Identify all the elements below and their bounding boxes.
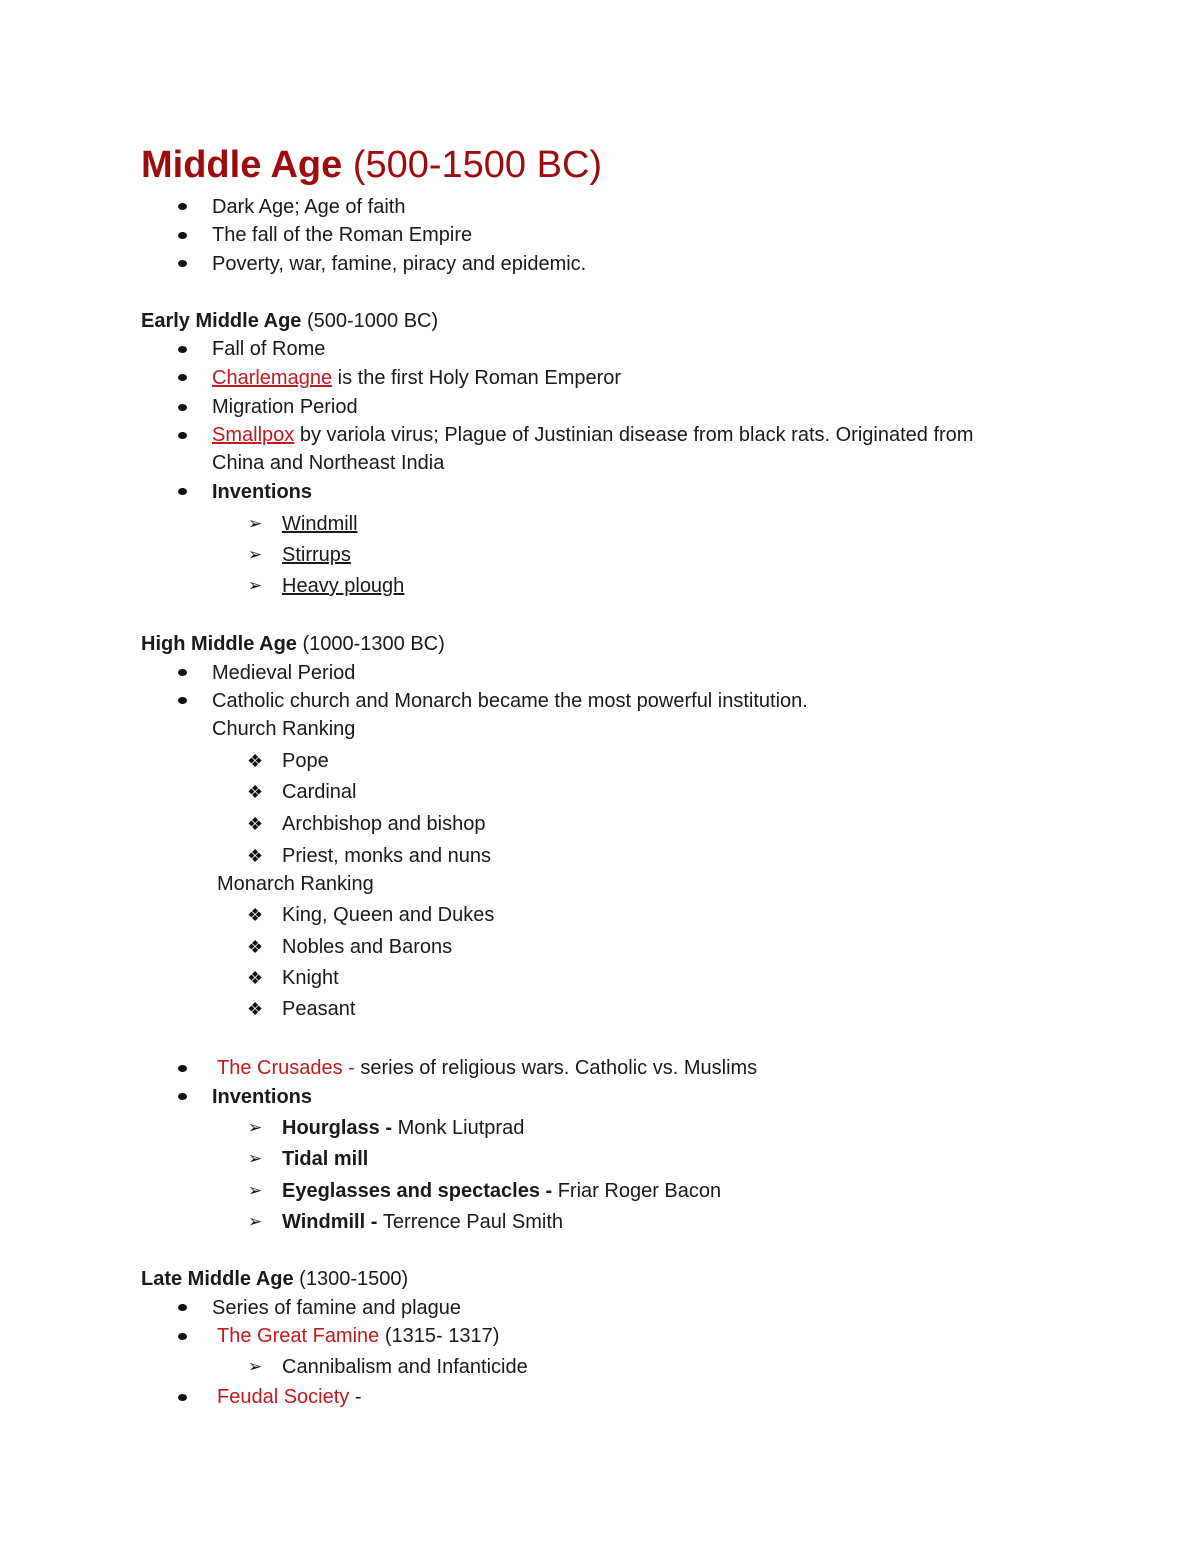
invention-item: Windmill — [282, 513, 358, 535]
bullet-icon — [178, 432, 187, 439]
bullet-icon — [178, 232, 187, 239]
arrow-bullet-icon: ➢ — [248, 576, 263, 595]
section-heading-high: High Middle Age (1000-1300 BC) — [141, 633, 445, 655]
page-title — [141, 142, 602, 188]
arrow-bullet-icon: ➢ — [248, 1181, 263, 1200]
title-range: (500-1500 BC) — [342, 144, 603, 186]
arrow-bullet-icon: ➢ — [248, 1357, 263, 1376]
list-item: Medieval Period — [212, 662, 356, 684]
diamond-bullet-icon: ❖ — [247, 937, 264, 957]
bullet-icon — [178, 1304, 187, 1311]
smallpox-link[interactable]: Smallpox — [212, 424, 295, 446]
invention-item: Eyeglasses and spectacles - Friar Roger Bacon — [282, 1180, 722, 1202]
inventions-label: Inventions — [212, 1086, 313, 1108]
diamond-bullet-icon: ❖ — [247, 968, 264, 988]
bullet-icon — [178, 346, 187, 353]
diamond-bullet-icon: ❖ — [247, 846, 264, 866]
charlemagne-link[interactable]: Charlemagne — [212, 367, 333, 389]
list-item: Fall of Rome — [212, 338, 326, 360]
invention-item: Tidal mill — [282, 1148, 369, 1170]
diamond-bullet-icon: ❖ — [247, 905, 264, 925]
bullet-icon — [178, 488, 187, 495]
list-item: Migration Period — [212, 396, 358, 418]
arrow-bullet-icon: ➢ — [248, 1212, 263, 1231]
list-item: Feudal Society - — [217, 1386, 362, 1408]
inventions-label: Inventions — [212, 481, 313, 503]
list-item: Poverty, war, famine, piracy and epidemic. — [212, 253, 587, 275]
monarch-ranking-label: Monarch Ranking — [217, 873, 374, 895]
invention-item: Hourglass - Monk Liutprad — [282, 1117, 525, 1139]
rank-item: Knight — [282, 967, 339, 989]
bullet-icon — [178, 669, 187, 676]
bullet-icon — [178, 1394, 187, 1401]
arrow-bullet-icon: ➢ — [248, 1149, 263, 1168]
list-item: Cannibalism and Infanticide — [282, 1356, 528, 1378]
rank-item: Pope — [282, 750, 329, 772]
title-main: Middle Age — [141, 144, 343, 186]
bullet-icon — [178, 203, 187, 210]
church-ranking-label: Church Ranking — [212, 718, 356, 740]
diamond-bullet-icon: ❖ — [247, 751, 264, 771]
list-item: The Great Famine (1315- 1317) — [217, 1325, 500, 1347]
list-item: The fall of the Roman Empire — [212, 224, 473, 246]
bullet-icon — [178, 260, 187, 267]
bullet-icon — [178, 1093, 187, 1100]
section-heading-late: Late Middle Age (1300-1500) — [141, 1268, 409, 1290]
arrow-bullet-icon: ➢ — [248, 514, 263, 533]
list-item: Series of famine and plague — [212, 1297, 462, 1319]
list-item: Dark Age; Age of faith — [212, 196, 406, 218]
list-item: The Crusades - series of religious wars. Catholic vs. Muslims — [217, 1057, 758, 1079]
bullet-icon — [178, 374, 187, 381]
bullet-icon — [178, 1333, 187, 1340]
rank-item: Archbishop and bishop — [282, 813, 486, 835]
bullet-icon — [178, 404, 187, 411]
rank-item: Nobles and Barons — [282, 936, 453, 958]
rank-item: Cardinal — [282, 781, 357, 803]
list-item-continuation: China and Northeast India — [212, 452, 445, 474]
diamond-bullet-icon: ❖ — [247, 782, 264, 802]
rank-item: Peasant — [282, 998, 356, 1020]
rank-item: Priest, monks and nuns — [282, 845, 491, 867]
invention-item: Heavy plough — [282, 575, 405, 597]
diamond-bullet-icon: ❖ — [247, 814, 264, 834]
bullet-icon — [178, 697, 187, 704]
list-item: Catholic church and Monarch became the most powerful institution. — [212, 690, 808, 712]
rank-item: King, Queen and Dukes — [282, 904, 495, 926]
section-heading-early: Early Middle Age (500-1000 BC) — [141, 310, 439, 332]
arrow-bullet-icon: ➢ — [248, 545, 263, 564]
invention-item: Windmill - Terrence Paul Smith — [282, 1211, 563, 1233]
bullet-icon — [178, 1065, 187, 1072]
invention-item: Stirrups — [282, 544, 351, 566]
arrow-bullet-icon: ➢ — [248, 1118, 263, 1137]
list-item: Smallpox by variola virus; Plague of Justinian disease from black rats. Originated from — [212, 424, 974, 446]
diamond-bullet-icon: ❖ — [247, 999, 264, 1019]
list-item: Charlemagne is the first Holy Roman Emperor — [212, 367, 622, 389]
